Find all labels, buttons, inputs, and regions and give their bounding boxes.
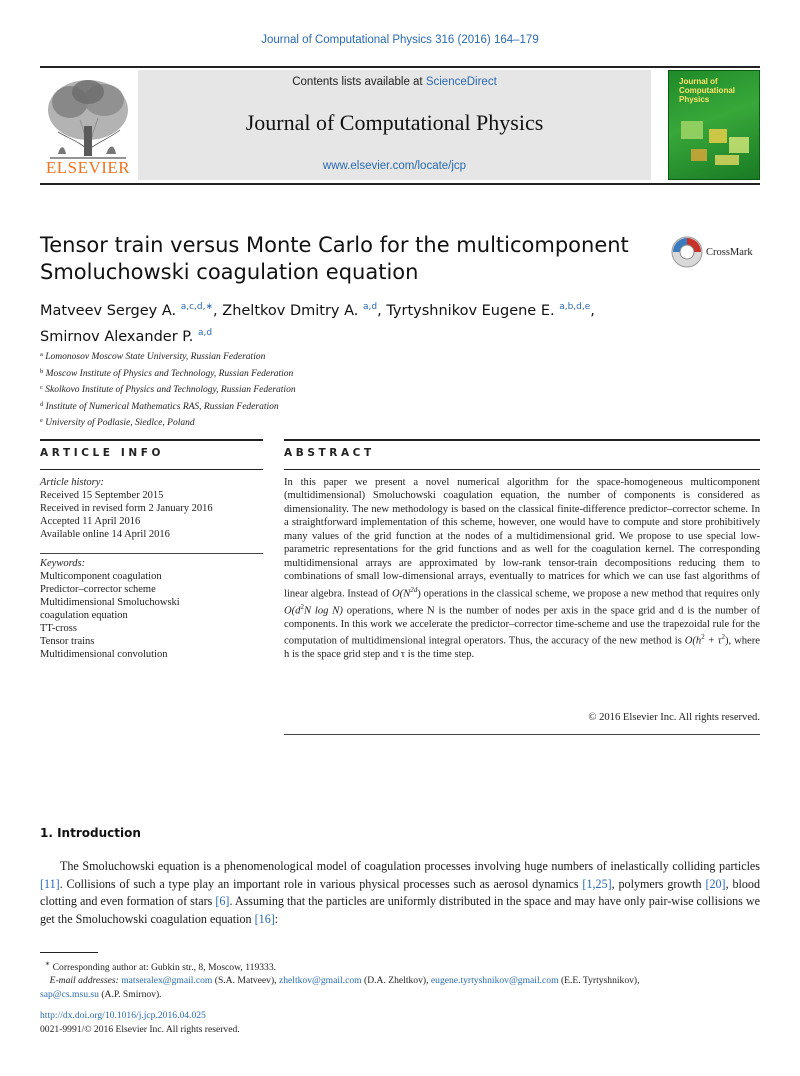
- affiliation-item: $^c$ Skolkovo Institute of Physics and Technology, Russian Federation: [40, 384, 296, 395]
- keyword-item: TT-cross: [40, 623, 77, 634]
- citation-link[interactable]: [20]: [705, 876, 726, 891]
- journal-reference[interactable]: Journal of Computational Physics 316 (2016) 164–179: [261, 34, 539, 46]
- abstract-rule-top: [284, 439, 760, 441]
- article-history: [40, 476, 263, 541]
- citation-link[interactable]: [11]: [40, 876, 60, 891]
- author-1[interactable]: Matveev Sergey A. $^{a,c,d,∗}$: [40, 302, 214, 319]
- keyword-item: Tensor trains: [40, 636, 95, 647]
- history-item: Received in revised form 2 January 2016: [40, 503, 213, 514]
- keyword-item: Multidimensional Smoluchowski: [40, 597, 180, 608]
- header-rule-top: [40, 66, 760, 68]
- cover-art-icon: [669, 71, 760, 180]
- author-4[interactable]: Smirnov Alexander P. $^{a,d}$: [40, 328, 213, 345]
- cover-title: Journal of Computational Physics: [679, 77, 735, 104]
- doi-link[interactable]: http://dx.doi.org/10.1016/j.jcp.2016.04.025: [40, 1010, 206, 1021]
- abstract-rule-bottom: [284, 734, 760, 735]
- introduction-heading: 1. Introduction: [40, 826, 141, 840]
- keywords-heading: Keywords:: [40, 558, 86, 569]
- abstract-heading: ABSTRACT: [284, 447, 375, 459]
- corresponding-author-note: ∗ Corresponding author at: Gubkin str., 8, Moscow, 119333.: [44, 959, 277, 974]
- abstract-copyright: © 2016 Elsevier Inc. All rights reserved.: [588, 712, 760, 723]
- contents-prefix: Contents lists available at: [292, 76, 426, 88]
- history-item: Available online 14 April 2016: [40, 529, 170, 540]
- history-item: Accepted 11 April 2016: [40, 516, 141, 527]
- article-info-heading: ARTICLE INFO: [40, 447, 165, 459]
- citation-link[interactable]: [16]: [254, 912, 275, 927]
- crossmark-label[interactable]: CrossMark: [706, 247, 753, 258]
- author-list: Matveev Sergey A. $^{a,c,d,∗}$, Zheltkov Dmitry A. $^{a,d}$, Tyrtyshnikov Eugene E. $^{a,b,d,e}$, Smirnov Alexander P. $^{a,d}$: [40, 302, 595, 345]
- history-item: Received 15 September 2015: [40, 490, 164, 501]
- article-info-rule-mid: [40, 469, 263, 470]
- header-rule-bottom: [40, 183, 760, 185]
- keyword-item: Multidimensional convolution: [40, 649, 168, 660]
- keyword-item: Multicomponent coagulation: [40, 571, 162, 582]
- footnotes: [40, 957, 760, 1001]
- journal-homepage-link[interactable]: www.elsevier.com/locate/jcp: [322, 160, 467, 172]
- email-link[interactable]: matseralex@gmail.com: [121, 975, 213, 987]
- publisher-wordmark: ELSEVIER: [45, 158, 131, 177]
- email-link[interactable]: sap@cs.msu.su: [40, 988, 99, 1000]
- keywords: [40, 557, 263, 661]
- journal-cover-thumbnail[interactable]: [668, 70, 760, 180]
- email-link[interactable]: zheltkov@gmail.com: [278, 975, 362, 987]
- journal-title: Journal of Computational Physics: [245, 110, 544, 135]
- sciencedirect-link[interactable]: ScienceDirect: [425, 76, 497, 88]
- email-addresses: E-mail addresses: matseralex@gmail.com (S.A. Matveev), zheltkov@gmail.com (D.A. Zheltkov), eugene.tyrtyshnikov@gmail.com (E.E. Tyrtyshnikov), sap@cs.msu.su (A.P. Smirnov).: [40, 975, 640, 1000]
- affiliation-item: $^a$ Lomonosov Moscow State University, Russian Federation: [40, 351, 266, 362]
- abstract-body: In this paper we present a novel numerical algorithm for the space-homogeneous multicomponent (multidimensional) Smoluchowski coagulation equation, the number of components is considered as dimensionality. The new methodology is based on the classical finite-difference predictor–corrector scheme. In a straightforward implementation of this scheme, however, one would have to compute and store prohibitively many values of the grid function at the nodes of a multidimensional grid. We propose to use special low-parametric representations for the grid functions and as well for the coagulation kernel. The corresponding multidimensional arrays are approximated by low-rank tensor-train decompositions reducing them to combinations of small low-dimensional arrays, eventually to matrices for which we can use fast algorithms of linear algebra. Instead of $O(N^{2d})$ operations in the classical scheme, we propose a new method that requires only $O(d^2N$ log N) operations, where N is the number of nodes per axis in the space grid and d is the number of components. In this work we accelerate the predictor–corrector time-scheme and use the trapezoidal rule for the computation of multidimensional integral operators. Thus, the accuracy of the new method is $O(h^2 + \tau^2)$, where h is the space grid step and τ is the time step.: [284, 477, 760, 661]
- affiliation-list: [40, 348, 540, 431]
- keywords-rule: [40, 553, 263, 554]
- paper-title: [40, 232, 640, 286]
- author-2[interactable]: Zheltkov Dmitry A. $^{a,d}$: [222, 302, 378, 319]
- history-heading: Article history:: [40, 477, 104, 488]
- affiliation-item: $^e$ University of Podlasie, Siedlce, Poland: [40, 417, 195, 428]
- keyword-item: Predictor–corrector scheme: [40, 584, 156, 595]
- affiliation-item: $^b$ Moscow Institute of Physics and Technology, Russian Federation: [40, 367, 294, 379]
- email-link[interactable]: eugene.tyrtyshnikov@gmail.com: [430, 975, 559, 987]
- introduction-paragraph: The Smoluchowski equation is a phenomenological model of coagulation processes involving huge numbers of inelastically colliding particles [11]. Collisions of such a type play an important role in various physical processes such as aerosol dynamics [1,25], polymers growth [20], blood clotting and even formation of stars [6]. Assuming that the particles are uniformly distributed in the space and may have only pair-wise collisions we get the Smoluchowski coagulation equation [16]:: [40, 859, 760, 927]
- citation-link[interactable]: [1,25]: [582, 876, 612, 891]
- affiliation-item: $^d$ Institute of Numerical Mathematics RAS, Russian Federation: [40, 400, 279, 412]
- issn-copyright-line: 0021-9991/© 2016 Elsevier Inc. All rights reserved.: [40, 1024, 240, 1035]
- citation-link[interactable]: [6]: [215, 894, 230, 909]
- paper-title-line-1: Tensor train versus Monte Carlo for the multicomponent: [40, 233, 629, 257]
- paper-title-line-2: Smoluchowski coagulation equation: [40, 260, 419, 284]
- footnote-rule: [40, 952, 98, 953]
- abstract-rule-mid: [284, 469, 760, 470]
- article-info-rule-top: [40, 439, 263, 441]
- author-3[interactable]: Tyrtyshnikov Eugene E. $^{a,b,d,e}$: [386, 302, 591, 319]
- keyword-item: coagulation equation: [40, 610, 128, 621]
- contents-availability-line: [138, 76, 651, 88]
